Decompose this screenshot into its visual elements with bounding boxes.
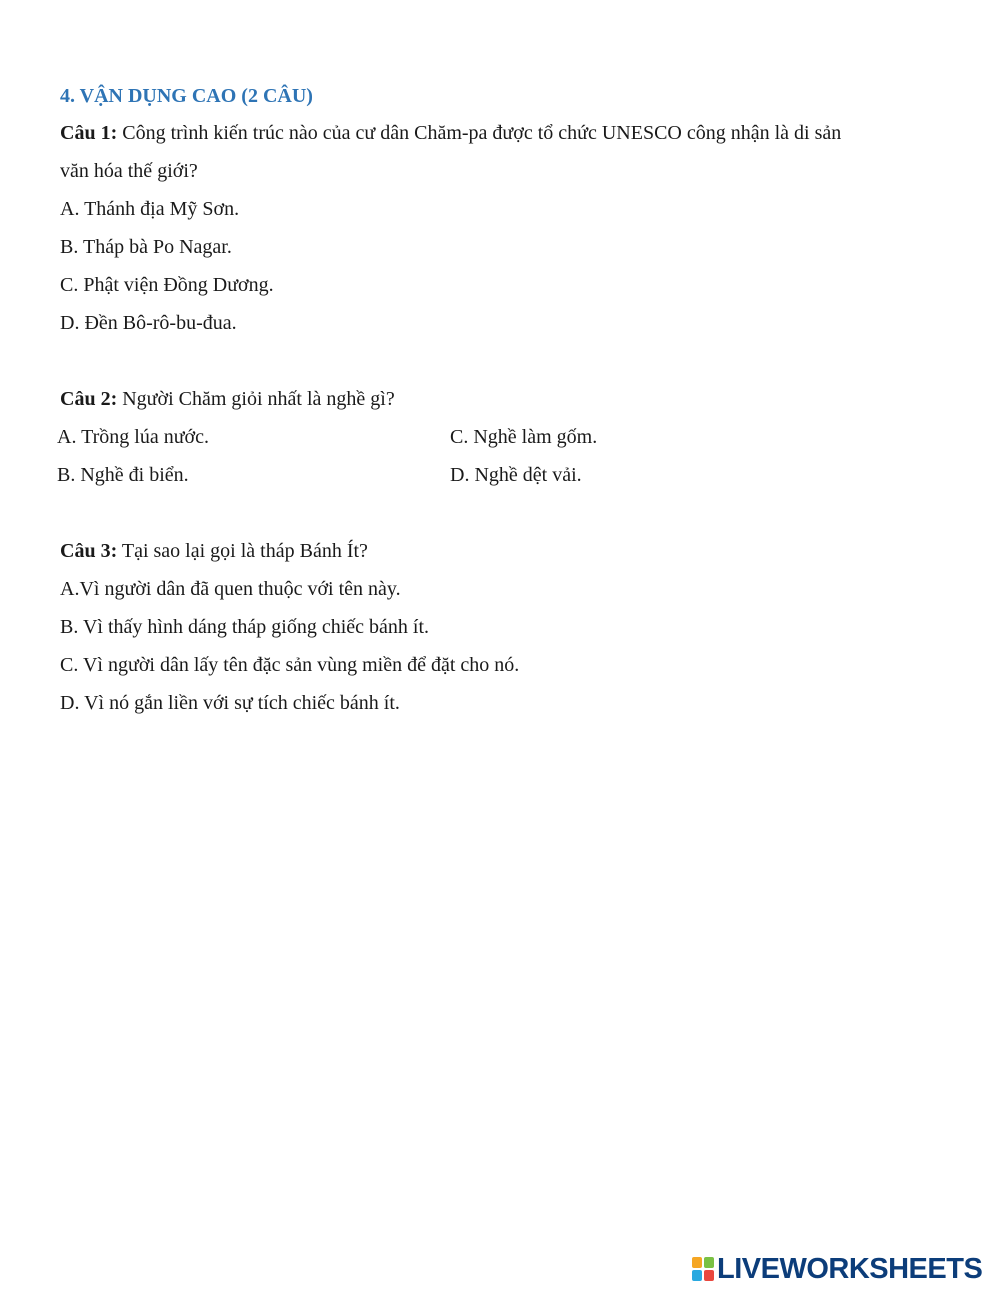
question-2-option-d[interactable]: D. Nghề dệt vải.	[450, 464, 582, 486]
liveworksheets-logo	[692, 1252, 982, 1286]
question-3-option-d[interactable]: D. Vì nó gắn liền với sự tích chiếc bánh ít.	[60, 692, 400, 714]
question-2-option-c[interactable]: C. Nghề làm gốm.	[450, 426, 598, 448]
question-1-option-d[interactable]: D. Đền Bô-rô-bu-đua.	[60, 312, 237, 334]
liveworksheets-logo-icon	[692, 1257, 714, 1281]
question-1-text-continued: văn hóa thế giới?	[60, 160, 198, 182]
section-title: 4. VẬN DỤNG CAO (2 CÂU)	[60, 85, 313, 107]
question-2-option-b[interactable]: B. Nghề đi biển.	[57, 464, 189, 486]
question-1-option-c[interactable]: C. Phật viện Đồng Dương.	[60, 274, 274, 296]
question-2-option-a[interactable]: A. Trồng lúa nước.	[57, 426, 209, 448]
question-3-label: Câu 3:	[60, 540, 118, 562]
liveworksheets-logo-text: LIVEWORKSHEETS	[717, 1253, 983, 1285]
question-3-option-b[interactable]: B. Vì thấy hình dáng tháp giống chiếc bánh ít.	[60, 616, 430, 638]
question-1-option-a[interactable]: A. Thánh địa Mỹ Sơn.	[60, 198, 240, 220]
question-1-option-b[interactable]: B. Tháp bà Po Nagar.	[60, 236, 232, 258]
question-2	[60, 387, 395, 411]
question-1-label: Câu 1:	[60, 122, 118, 144]
question-3	[60, 539, 368, 563]
question-1-text: Công trình kiến trúc nào của cư dân Chăm-pa được tổ chức UNESCO công nhận là di sản	[117, 122, 842, 144]
question-2-label: Câu 2:	[60, 388, 118, 410]
question-3-option-a[interactable]: A.Vì người dân đã quen thuộc với tên này.	[60, 578, 401, 600]
question-1	[60, 121, 841, 145]
question-3-option-c[interactable]: C. Vì người dân lấy tên đặc sản vùng miền để đặt cho nó.	[60, 654, 520, 676]
question-3-text: Tại sao lại gọi là tháp Bánh Ít?	[117, 540, 368, 562]
question-2-text: Người Chăm giỏi nhất là nghề gì?	[117, 388, 395, 410]
